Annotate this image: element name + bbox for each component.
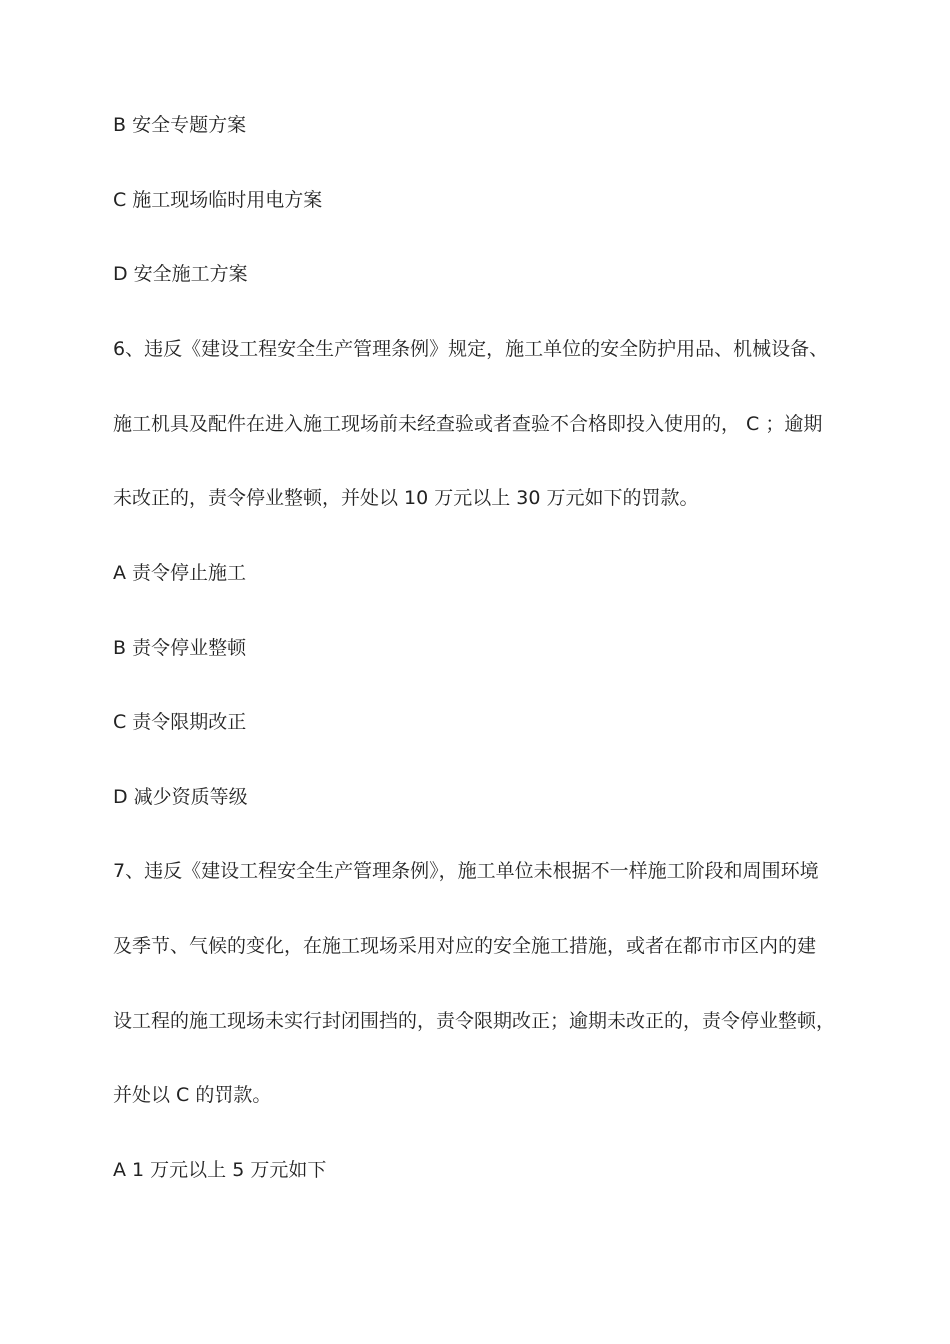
question-6-line-1: 6、违反《建设工程安全生产管理条例》规定，施工单位的安全防护用品、机械设备、 [113,338,829,360]
option-c-q5: C 施工现场临时用电方案 [113,189,323,211]
option-a-q6: A 责令停止施工 [113,562,247,584]
question-7-line-4: 并处以 C 的罚款。 [113,1084,272,1106]
option-c-q6: C 责令限期改正 [113,711,247,733]
question-7-line-3: 设工程的施工现场未实行封闭围挡的，责令限期改正；逾期未改正的，责令停业整顿， [113,1010,836,1032]
option-d-q5: D 安全施工方案 [113,263,248,285]
question-6-line-2: 施工机具及配件在进入施工现场前未经查验或者查验不合格即投入使用的， C ；逾期 [113,413,823,435]
option-a-q7: A 1 万元以上 5 万元如下 [113,1159,327,1181]
option-b-q5: B 安全专题方案 [113,114,247,136]
question-7-line-1: 7、违反《建设工程安全生产管理条例》，施工单位未根据不一样施工阶段和周围环境 [113,860,819,882]
option-b-q6: B 责令停业整顿 [113,637,247,659]
option-d-q6: D 减少资质等级 [113,786,248,808]
question-7-line-2: 及季节、气候的变化，在施工现场采用对应的安全施工措施，或者在都市市区内的建 [113,935,817,957]
question-6-line-3: 未改正的，责令停业整顿，并处以 10 万元以上 30 万元如下的罚款。 [113,487,699,509]
